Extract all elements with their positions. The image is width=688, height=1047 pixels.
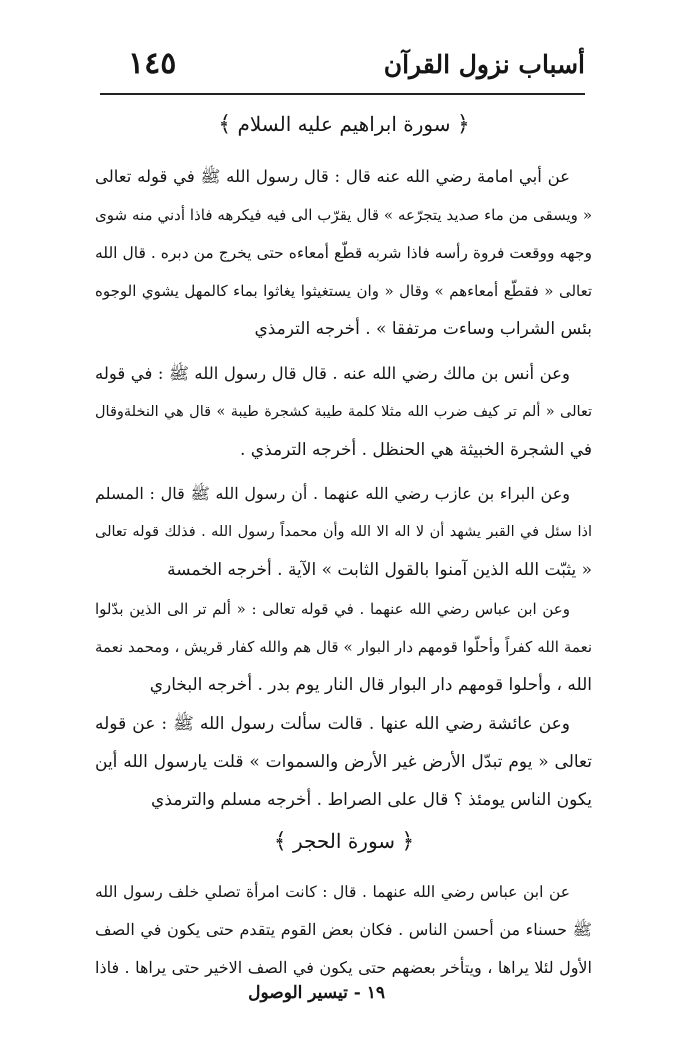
text-line: تعالى « فقطّع أمعاءهم » وقال « وان يستغيثوا يغاثوا بماء كالمهل يشوي الوجوه <box>95 282 592 300</box>
section-heading-hijr <box>0 829 688 854</box>
header-rule <box>100 93 585 95</box>
text-line: تعالى « يوم تبدّل الأرض غير الأرض والسموات » قلت يارسول الله أين <box>95 752 592 772</box>
paragraph-ibn-abbas <box>95 590 592 704</box>
text-line: « ويسقى من ماء صديد يتجرّعه » قال يقرّب الى فيه فيكرهه فاذا أدني منه شوى <box>95 206 592 224</box>
text-line: وعن ابن عباس رضي الله عنهما . في قوله تعالى : « ألم تر الى الذين بدّلوا <box>95 600 570 618</box>
text-line: نعمة الله كفراً وأحلّوا قومهم دار البوار » قال هم والله كفار قريش ، ومحمد نعمة <box>95 638 592 656</box>
text-line: تعالى « ألم تر كيف ضرب الله مثلا كلمة طيبة كشجرة طيبة » قال هي النخلةوقال <box>95 404 592 420</box>
text-line: وعن عائشة رضي الله عنها . قالت سألت رسول الله ﷺ : عن قوله <box>95 714 570 734</box>
text-line: في الشجرة الخبيثة هي الحنظل . أخرجه الترمذي . <box>240 440 592 460</box>
ornament-left-icon: ﴾ <box>273 829 287 854</box>
text-line: وجهه ووقعت فروة رأسه فاذا شربه قطّع أمعاءه حتى يخرج من دبره . قال الله <box>95 244 592 262</box>
ornament-left-icon: ﴾ <box>218 112 232 137</box>
ornament-right-icon: ﴿ <box>401 829 415 854</box>
text-line: بئس الشراب وساءت مرتفقا » . أخرجه الترمذي <box>254 319 592 339</box>
text-line: عن أبي امامة رضي الله عنه قال : قال رسول الله ﷺ في قوله تعالى <box>95 167 570 186</box>
text-line: اذا سئل في القبر يشهد أن لا اله الا الله وأن محمداً رسول الله . فذلك قوله تعالى <box>95 524 592 540</box>
text-line: الأول لئلا يراها ، ويتأخر بعضهم حتى يكون في الصف الاخير حتى يراها . فاذا <box>95 958 592 977</box>
text-line: وعن البراء بن عازب رضي الله عنهما . أن رسول الله ﷺ قال : المسلم <box>95 484 570 503</box>
paragraph-ibn-abbas-hijr <box>95 873 592 987</box>
text-line: الله ، وأحلوا قومهم دار البوار قال النار يوم بدر . أخرجه البخاري <box>149 675 592 695</box>
page-number: ١٤٥ <box>128 46 177 81</box>
section-heading-text: سورة الحجر <box>292 829 396 853</box>
text-line: وعن أنس بن مالك رضي الله عنه . قال قال رسول الله ﷺ : في قوله <box>95 364 570 383</box>
signature-mark: ١٩ - تيسير الوصول <box>248 983 385 1003</box>
paragraph-abu-umama <box>95 158 592 348</box>
ornament-right-icon: ﴿ <box>456 112 470 137</box>
paragraph-aisha <box>95 705 592 819</box>
paragraph-anas <box>95 355 592 469</box>
text-line: « يثبّت الله الذين آمنوا بالقول الثابت » الآية . أخرجه الخمسة <box>167 560 592 580</box>
paragraph-bara <box>95 475 592 589</box>
text-line: ﷺ حسناء من أحسن الناس . فكان بعض القوم يتقدم حتى يكون في الصف <box>95 920 592 939</box>
section-heading-ibrahim <box>0 112 688 137</box>
running-title: أسباب نزول القرآن <box>383 50 585 79</box>
text-line: يكون الناس يومئذ ؟ قال على الصراط . أخرجه مسلم والترمذي <box>151 790 592 810</box>
page-header <box>100 40 585 90</box>
section-heading-text: سورة ابراهيم عليه السلام <box>237 112 451 136</box>
text-line: عن ابن عباس رضي الله عنهما . قال : كانت امرأة تصلي خلف رسول الله <box>95 883 570 901</box>
